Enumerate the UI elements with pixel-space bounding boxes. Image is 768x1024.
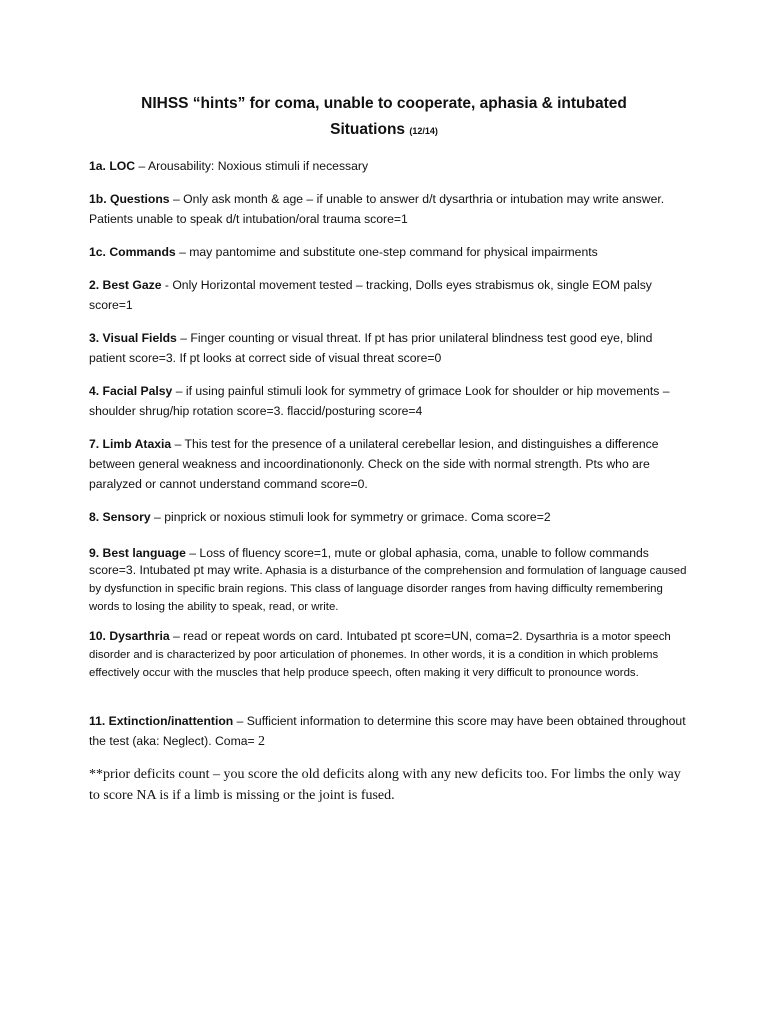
item-best-language-text: – Loss of fluency score=1, mute or global aphasia, coma, unable to follow commands score=3. Intubated pt may write. <box>89 546 649 577</box>
document-title-line2 <box>0 121 768 139</box>
item-visual-fields <box>89 328 689 368</box>
item-gaze-text: - Only Horizontal movement tested – tracking, Dolls eyes strabismus ok, single EOM palsy score=1 <box>89 278 652 312</box>
item-commands <box>89 242 689 262</box>
item-gaze-label: 2. Best Gaze <box>89 278 162 292</box>
title-situations: Situations <box>330 121 406 138</box>
item-extinction-text: – Sufficient information to determine this score may have been obtained throughout the test (aka: Neglect). Coma= <box>89 714 686 748</box>
item-loc <box>89 156 689 176</box>
item-loc-text: – Arousability: Noxious stimuli if necessary <box>135 159 369 173</box>
item-best-language-label: 9. Best language <box>89 546 186 560</box>
item-sensory <box>89 507 689 527</box>
item-best-language <box>89 545 689 616</box>
item-facial-palsy <box>89 381 689 421</box>
item-questions-text: – Only ask month & age – if unable to answer d/t dysarthria or intubation may write answer. Patients unable to speak d/t intubation/oral trauma score=1 <box>89 192 665 226</box>
item-best-language-definition: Aphasia is a disturbance of the comprehension and formulation of language caused by dysfunction in specific brain regions. This class of language disorder ranges from having difficulty remembering words to losing the ability to speak, read, or write. <box>89 565 687 613</box>
item-extinction-label: 11. Extinction/inattention <box>89 714 234 728</box>
item-dysarthria <box>89 628 689 682</box>
item-visual-fields-text: – Finger counting or visual threat. If pt has prior unilateral blindness test good eye, blind patient score=3. If pt looks at correct side of visual threat score=0 <box>89 331 653 365</box>
item-dysarthria-label: 10. Dysarthria <box>89 629 170 643</box>
item-dysarthria-text: – read or repeat words on card. Intubated pt score=UN, coma=2. <box>169 629 523 643</box>
item-gaze <box>89 275 689 315</box>
document-title-line1: NIHSS “hints” for coma, unable to cooperate, aphasia & intubated <box>141 95 627 112</box>
item-dysarthria-definition: Dysarthria is a motor speech disorder and is characterized by poor articulation of phonemes. In other words, it is a condition in which problems effectively occur with the muscles that help produce speech, often making it very difficult to pronounce words. <box>89 631 671 679</box>
item-sensory-label: 8. Sensory <box>89 510 151 524</box>
item-limb-ataxia-text: – This test for the presence of a unilateral cerebellar lesion, and distinguishes a difference between general weakness and incoordinationonly. Check on the side with normal strength. Pts who are paralyzed or cannot understand command score=0. <box>89 437 659 491</box>
item-extinction-value: 2 <box>258 734 266 749</box>
item-limb-ataxia-label: 7. Limb Ataxia <box>89 437 172 451</box>
item-limb-ataxia <box>89 434 689 494</box>
item-facial-palsy-text: – if using painful stimuli look for symmetry of grimace Look for shoulder or hip movements – shoulder shrug/hip rotation score=3. flaccid/posturing score=4 <box>89 384 670 418</box>
item-extinction <box>89 711 689 752</box>
item-visual-fields-label: 3. Visual Fields <box>89 331 177 345</box>
item-commands-text: – may pantomime and substitute one-step command for physical impairments <box>175 245 598 259</box>
item-facial-palsy-label: 4. Facial Palsy <box>89 384 173 398</box>
item-sensory-text: – pinprick or noxious stimuli look for symmetry or grimace. Coma score=2 <box>150 510 551 524</box>
item-questions-label: 1b. Questions <box>89 192 170 206</box>
item-questions <box>89 189 689 229</box>
title-date: (12/14) <box>409 126 438 136</box>
item-commands-label: 1c. Commands <box>89 245 176 259</box>
prior-deficits-note: **prior deficits count – you score the old deficits along with any new deficits too. For limbs the only way to score NA is if a limb is missing or the joint is fused. <box>89 767 681 803</box>
item-loc-label: 1a. LOC <box>89 159 136 173</box>
